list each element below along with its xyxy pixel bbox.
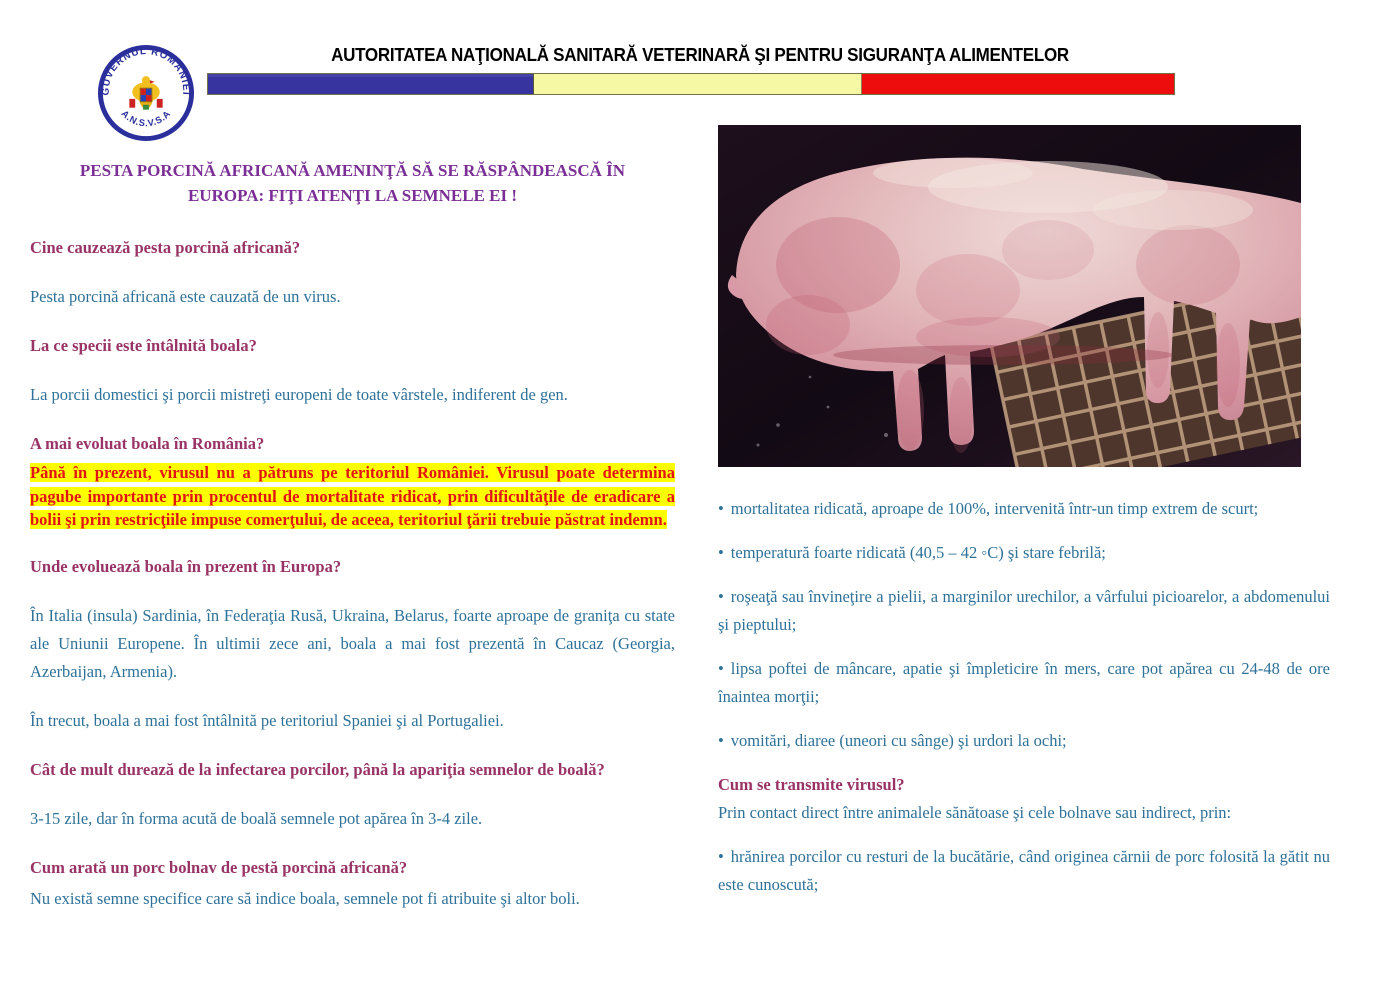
romanian-flag-bar xyxy=(207,73,1175,95)
question-cause: Cine cauzează pesta porcină africană? xyxy=(30,238,301,257)
question-incubation: Cât de mult durează de la infectarea porcilor, până la apariţia semnelor de boală? xyxy=(30,759,605,779)
symptom-text: lipsa poftei de mâncare, apatie şi împleticire în mers, care pot apărea cu 24-48 de ore înaintea morţii; xyxy=(718,659,1330,706)
answer-europe: În Italia (insula) Sardinia, în Federaţia Rusă, Ukraina, Belarus, foarte aproape de graniţa cu state ale Uniunii Europene. În ultimii zece ani, boala a mai fost prezentă în Caucaz (Georgia, Azerbaijan, Armenia). xyxy=(30,605,675,681)
bullet-icon: • xyxy=(718,587,724,606)
sick-pig-photo xyxy=(718,125,1301,467)
bullet-icon: • xyxy=(718,499,724,518)
page-title: PESTA PORCINĂ AFRICANĂ AMENINŢĂ SĂ SE RĂSPÂNDEASCĂ ÎN EUROPA: FIŢI ATENŢI LA SEMNELE EI ! xyxy=(79,161,626,205)
authority-title xyxy=(0,44,1400,66)
question-appearance: Cum arată un porc bolnav de pestă porcină africană? xyxy=(30,857,408,877)
question-transmission: Cum se transmite virusul? xyxy=(718,775,905,794)
transmission-text: hrănirea porcilor cu resturi de la bucătărie, când originea cărnii de porc folosită la gătit nu este cunoscută; xyxy=(718,847,1330,894)
answer-species: La porcii domestici şi porcii mistreţi europeni de toate vârstele, indiferent de gen. xyxy=(30,385,568,404)
question-species: La ce specii este întâlnită boala? xyxy=(30,336,257,355)
symptom-item xyxy=(718,539,1330,567)
symptom-text: mortalitatea ridicată, aproape de 100%, intervenită într-un timp extrem de scurt; xyxy=(730,499,1259,518)
authority-title-text: AUTORITATEA NAŢIONALĂ SANITARĂ VETERINARĂ ŞI PENTRU SIGURANŢA ALIMENTELOR xyxy=(331,44,1069,65)
bullet-icon: • xyxy=(718,847,724,866)
left-column xyxy=(30,158,675,913)
bullet-icon: • xyxy=(718,659,724,678)
logo-arc-bottom-text: A.N.S.V.S.A xyxy=(119,108,173,129)
belly-shadow xyxy=(833,345,1173,365)
answer-cause: Pesta porcină africană este cauzată de un virus. xyxy=(30,287,341,306)
symptom-text: roşeaţă sau învineţire a pielii, a marginilor urechilor, a vârfului picioarelor, a abdomenului şi pieptului; xyxy=(718,587,1330,634)
symptom-item xyxy=(718,495,1330,523)
symptoms-section xyxy=(718,495,1330,899)
highlight-paragraph xyxy=(30,461,675,532)
transmission-intro: Prin contact direct între animalele sănătoase şi cele bolnave sau indirect, prin: xyxy=(718,803,1232,822)
question-romania: A mai evoluat boala în România? xyxy=(30,434,265,453)
symptom-text: vomitări, diaree (uneori cu sânge) şi urdori la ochi; xyxy=(730,731,1067,750)
transmission-item xyxy=(718,843,1330,899)
highlighted-text: Până în prezent, virusul nu a pătruns pe teritoriul României. Virusul poate determina pagube importante prin procentul de mortalitate ridicat, prin dificultăţile de eradicare a bolii şi prin restricţiile impuse comerţului, de aceea, teritoriul ţării trebuie păstrat indemn. xyxy=(30,463,675,529)
flag-blue-segment xyxy=(208,74,534,94)
symptom-text: temperatură foarte ridicată (40,5 – 42 ◦C) şi stare febrilă; xyxy=(730,543,1106,562)
answer-appearance: Nu există semne specifice care să indice boala, semnele pot fi atribuite şi altor boli. xyxy=(30,888,580,908)
flag-red-segment xyxy=(862,74,1174,94)
symptom-item xyxy=(718,583,1330,639)
answer-incubation: 3-15 zile, dar în forma acută de boală semnele pot apărea în 3-4 zile. xyxy=(30,808,483,828)
right-column xyxy=(718,125,1332,899)
flag-yellow-segment xyxy=(534,74,862,94)
bullet-icon: • xyxy=(718,731,724,750)
logo-arc-top-text: GUVERNUL ROMÂNIEI xyxy=(100,46,192,97)
question-europe: Unde evoluează boala în prezent în Europa? xyxy=(30,556,342,576)
answer-europe-past: În trecut, boala a mai fost întâlnită pe teritoriul Spaniei şi al Portugaliei. xyxy=(30,710,504,730)
symptom-item xyxy=(718,655,1330,711)
symptom-item xyxy=(718,727,1330,755)
bullet-icon: • xyxy=(718,543,724,562)
